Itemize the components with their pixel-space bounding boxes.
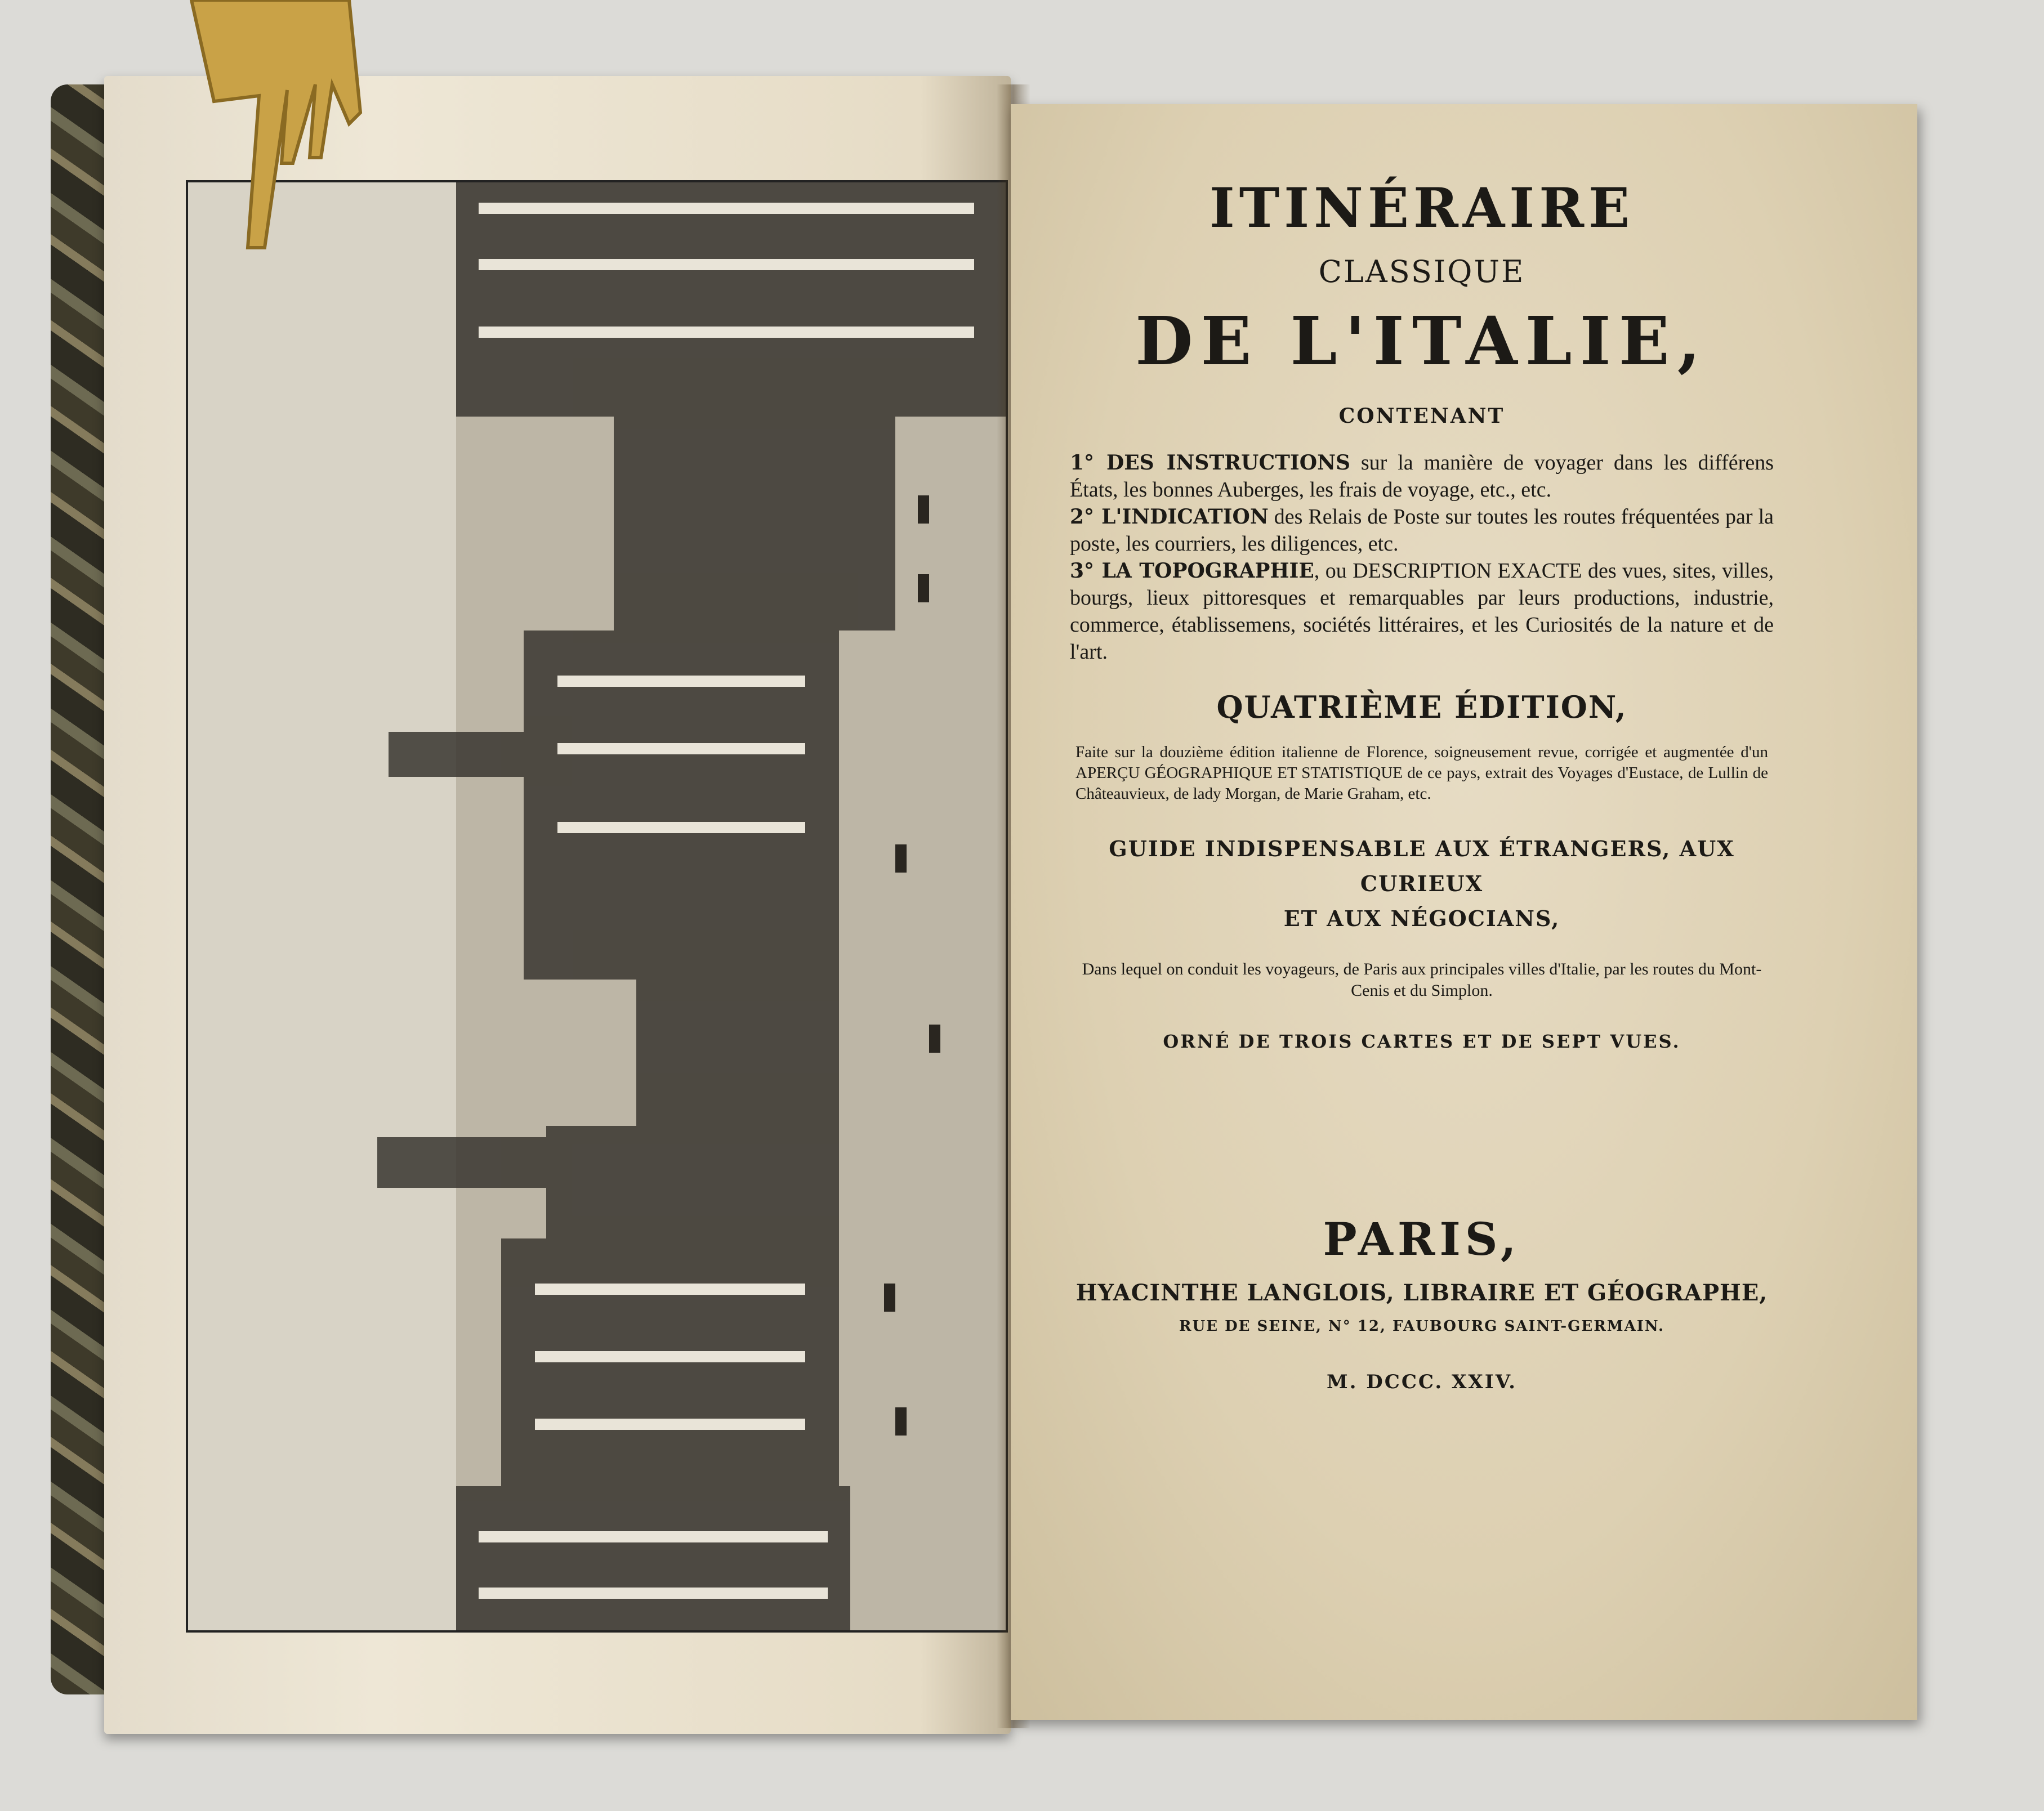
- title-line-1: ITINÉRAIRE: [1209, 176, 1635, 240]
- imprint-city: PARIS,: [1323, 1213, 1521, 1266]
- contents-item-2: [1070, 503, 1774, 557]
- title-line-2: CLASSIQUE: [1318, 254, 1525, 289]
- item-3-heading: 3° LA TOPOGRAPHIE: [1070, 559, 1314, 583]
- edition-note: Faite sur la douzième édition italienne de Florence, soigneusement revue, corrigée et augmentée d'un APERÇU GÉOGRAPHIQUE ET STATISTIQUE de ce pays, extrait des Voyages d'Eustace, de Lullin de Châteauvieux, de lady Morgan, de Marie Graham, etc.: [1075, 743, 1768, 803]
- brass-hand-bookmark: [180, 0, 366, 259]
- imprint-year: M. DCCC. XXIV.: [1327, 1371, 1517, 1393]
- title-page-text: [1070, 175, 1774, 1394]
- guide-line-2: ET AUX NÉGOCIANS,: [1283, 906, 1560, 931]
- item-3-text: , ou DESCRIPTION EXACTE des vues, sites, villes, bourgs, lieux pittoresques et remarquables par leurs productions, industrie, commerce, établissemens, sociétés littéraires, et les Curiosités de la nature et de l'art.: [1070, 559, 1774, 664]
- edition-heading: QUATRIÈME ÉDITION,: [1216, 689, 1627, 725]
- imprint-address: RUE DE SEINE, N° 12, FAUBOURG SAINT-GERMAIN.: [1179, 1318, 1665, 1335]
- item-2-text: des Relais de Poste sur toutes les routes fréquentées par la poste, les courriers, les diligences, etc.: [1070, 505, 1774, 556]
- contents-item-3: [1070, 557, 1774, 665]
- route-description: Dans lequel on conduit les voyageurs, de Paris aux principales villes d'Italie, par les routes du Mont-Cenis et du Simplon.: [1082, 960, 1762, 1000]
- guide-statement: [1070, 831, 1774, 936]
- contents-item-1: [1070, 449, 1774, 503]
- imprint-publisher: HYACINTHE LANGLOIS, LIBRAIRE ET GÉOGRAPHE,: [1075, 1280, 1768, 1306]
- title-line-3: DE L'ITALIE,: [1135, 302, 1708, 380]
- item-1-heading: 1° DES INSTRUCTIONS: [1070, 451, 1350, 475]
- contenant-label: CONTENANT: [1338, 404, 1505, 428]
- guide-line-1: GUIDE INDISPENSABLE AUX ÉTRANGERS, AUX CURIEUX: [1109, 836, 1735, 896]
- illustrations-note: ORNÉ DE TROIS CARTES ET DE SEPT VUES.: [1163, 1031, 1681, 1052]
- item-1-text: sur la manière de voyager dans les différens États, les bonnes Auberges, les frais de voyage, etc., etc.: [1070, 451, 1774, 502]
- plate-border: [186, 180, 1008, 1633]
- item-2-heading: 2° L'INDICATION: [1070, 505, 1269, 529]
